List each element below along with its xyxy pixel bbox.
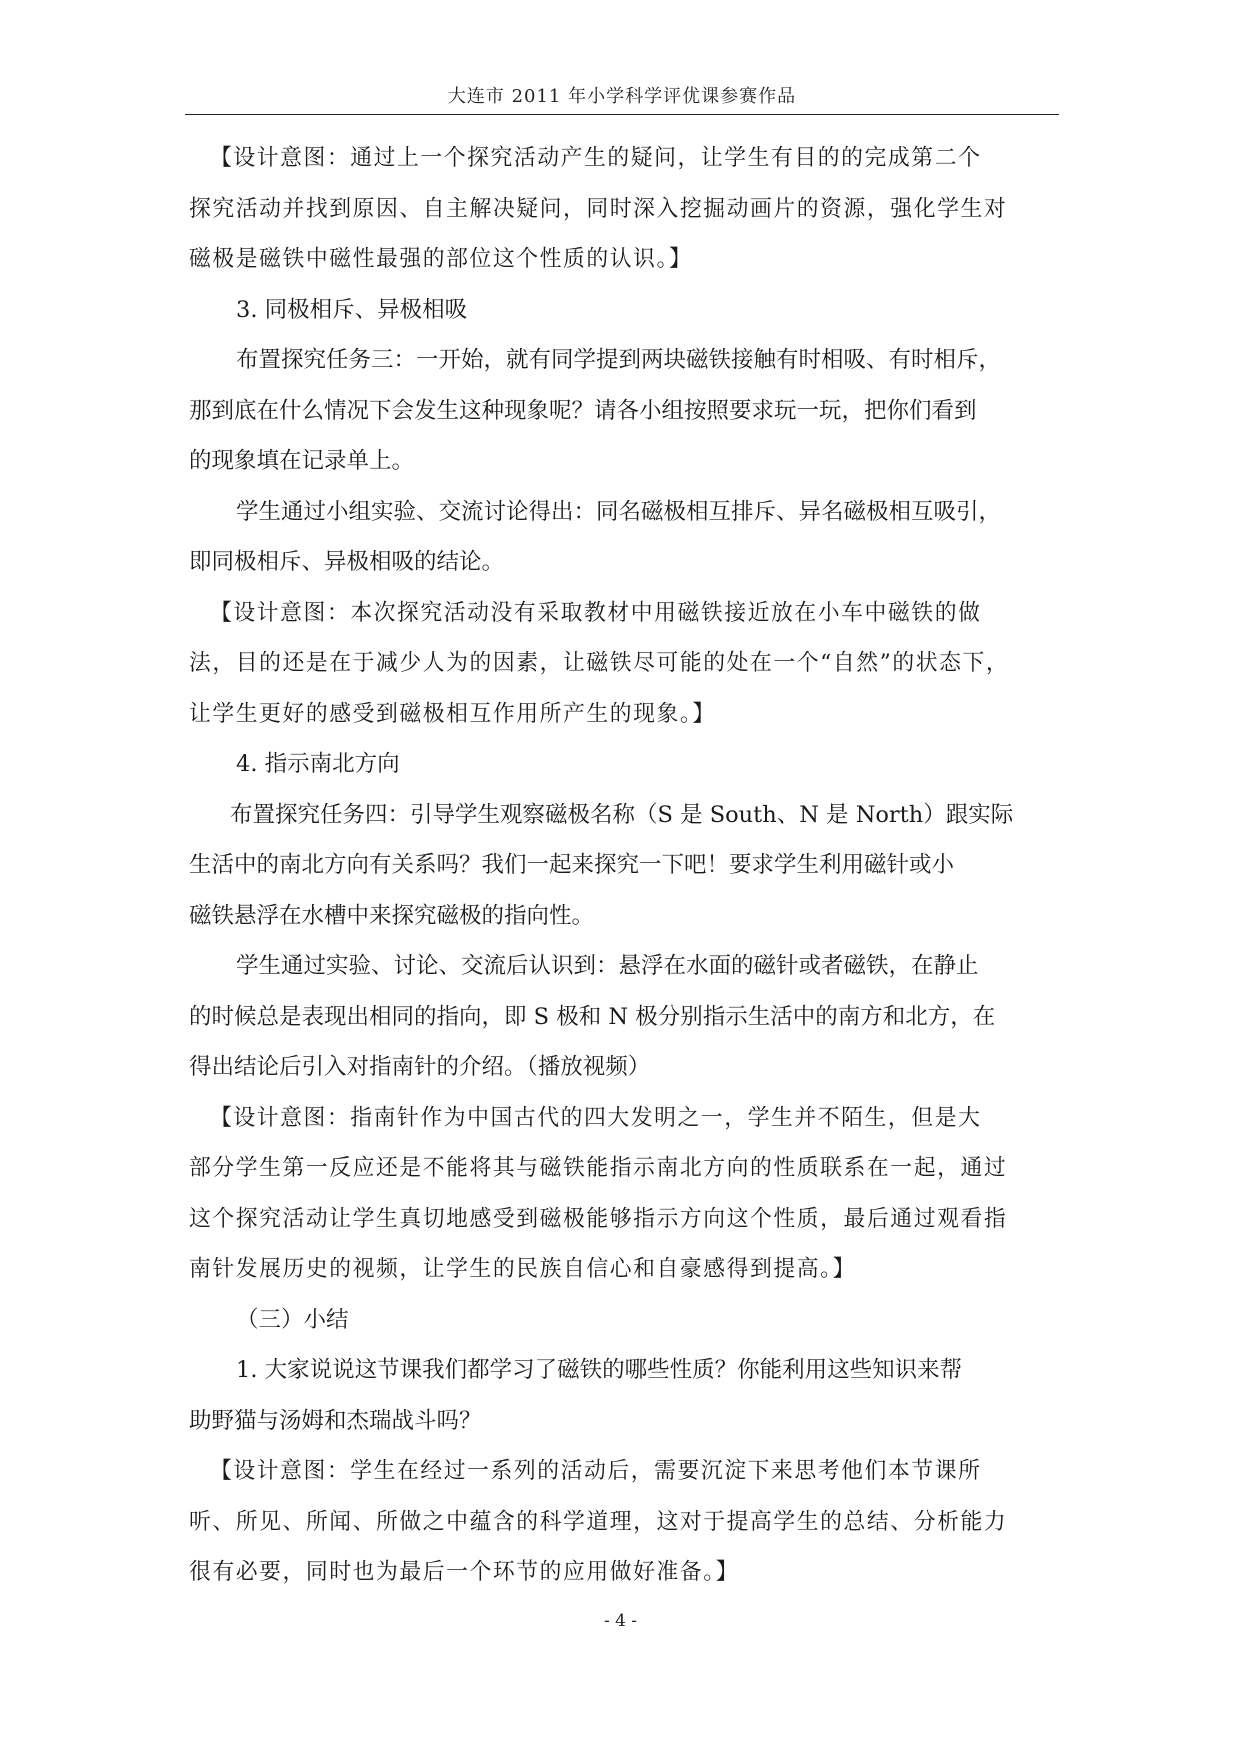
text-line: 探究活动并找到原因、自主解决疑问，同时深入挖掘动画片的资源，强化学生对 (189, 195, 1008, 222)
text-line: 【设计意图：通过上一个探究活动产生的疑问，让学生有目的的完成第二个 (210, 145, 982, 171)
page-number: - 4 - (603, 1610, 638, 1631)
text-line: 让学生更好的感受到磁极相互作用所产生的现象。】 (189, 700, 716, 727)
text-line: 生活中的南北方向有关系吗？我们一起来探究一下吧！要求学生利用磁针或小 (189, 852, 955, 878)
text-line: 磁极是磁铁中磁性最强的部位这个性质的认识。】 (189, 246, 693, 272)
text-line: 【设计意图：学生在经过一系列的活动后，需要沉淀下来思考他们本节课所 (210, 1458, 982, 1484)
text-line: 得出结论后引入对指南针的介绍。（播放视频） (189, 1054, 651, 1080)
text-line: 布置探究任务三：一开始，就有同学提到两块磁铁接触有时相吸、有时相斥， (236, 347, 1002, 373)
text-line: 那到底在什么情况下会发生这种现象呢？请各小组按照要求玩一玩，把你们看到 (189, 397, 977, 424)
text-line: 部分学生第一反应还是不能将其与磁铁能指示南北方向的性质联系在一起，通过 (189, 1155, 1008, 1181)
text-line: 布置探究任务四：引导学生观察磁极名称（S 是 South、N 是 North）跟实际 (230, 801, 1014, 828)
text-line: 【设计意图：指南针作为中国古代的四大发明之一，学生并不陌生，但是大 (210, 1104, 982, 1131)
text-line: 即同极相斥、异极相吸的结论。 (189, 549, 505, 575)
text-line: 听、所见、所闻、所做之中蕴含的科学道理，这对于提高学生的总结、分析能力 (189, 1508, 1008, 1535)
header-divider (185, 114, 1059, 115)
text-line: 助野猫与汤姆和杰瑞战斗吗？ (189, 1407, 482, 1434)
text-line: 很有必要，同时也为最后一个环节的应用做好准备。】 (189, 1559, 740, 1585)
text-line: 学生通过小组实验、交流讨论得出：同名磁极相互排斥、异名磁极相互吸引， (236, 498, 1002, 525)
text-line: 磁铁悬浮在水槽中来探究磁极的指向性。 (189, 902, 595, 929)
text-line: 的现象填在记录单上。 (189, 448, 415, 474)
section-heading: （三）小结 (236, 1306, 349, 1333)
text-line: 南针发展历史的视频，让学生的民族自信心和自豪感得到提高。】 (189, 1256, 857, 1282)
text-line: 【设计意图：本次探究活动没有采取教材中用磁铁接近放在小车中磁铁的做 (210, 599, 982, 626)
page-header: 大连市 2011 年小学科学评优课参赛作品 (447, 86, 797, 107)
section-heading: 4. 指示南北方向 (236, 751, 400, 777)
text-line: 1. 大家说说这节课我们都学习了磁铁的哪些性质？你能利用这些知识来帮 (236, 1357, 963, 1383)
text-line: 这个探究活动让学生真切地感受到磁极能够指示方向这个性质，最后通过观看指 (189, 1205, 1008, 1232)
text-line: 的时候总是表现出相同的指向，即 S 极和 N 极分别指示生活中的南方和北方，在 (189, 1003, 996, 1030)
text-line: 法，目的还是在于减少人为的因素，让磁铁尽可能的处在一个“自然”的状态下， (189, 650, 1010, 676)
section-heading: 3. 同极相斥、异极相吸 (236, 296, 468, 323)
text-line: 学生通过实验、讨论、交流后认识到：悬浮在水面的磁针或者磁铁，在静止 (236, 953, 979, 979)
